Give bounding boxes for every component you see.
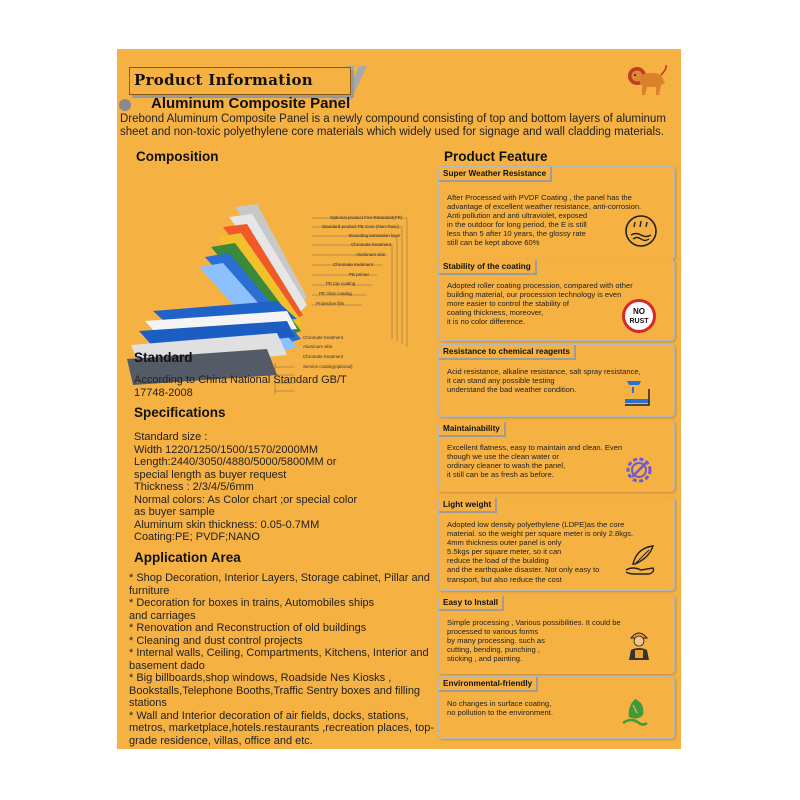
svg-text:RUST: RUST	[629, 318, 649, 325]
eco-recycle-icon	[617, 695, 653, 731]
gear-wrench-icon	[621, 452, 657, 488]
layer-label: Service coating(optional)	[303, 364, 353, 369]
feature-card-title: Easy to Install	[439, 596, 504, 611]
specifications-heading: Specifications	[134, 405, 226, 420]
application-heading: Application Area	[134, 550, 241, 565]
feature-card-maintainability	[438, 421, 675, 492]
feature-card-text: Adopted roller coating procession, compared with other building material, our procession technology is even more easier to control the stability of coating thickness, moreover, it is no color difference.	[447, 281, 633, 327]
feature-card-eco	[438, 676, 675, 739]
layer-label: Chromate treatment	[303, 354, 344, 359]
svg-text:NO: NO	[633, 307, 645, 316]
feature-card-coating	[438, 259, 675, 341]
weather-resistance-icon	[623, 213, 659, 249]
bullet-dot	[119, 99, 131, 111]
title-banner	[129, 67, 351, 95]
product-subtitle: Aluminum Composite Panel	[151, 95, 351, 112]
layer-label: Aluminum skin	[356, 252, 386, 257]
feature-card-text: Excellent flatness, easy to maintain and clean. Even though we use the clean water or ordinary cleaner to wash the panel, it still can be as fresh as before.	[447, 443, 623, 480]
layer-label: PE top coating	[326, 281, 356, 286]
application-text: * Shop Decoration, Interior Layers, Storage cabinet, Pillar and furniture * Decoration for boxes in trains, Automobiles ships and carriages * Renovation and Reconstruction of old buildings * Cleaning and dust control projects * Internal walls, Ceiling, Compartments, Kitchens, Interior and basement dado * Big billboards,shop windows, Roadside Nes Kiosks , Bookstalls,Telephone Booths,Traffic Sentry boxes and filling stations * Wall and Interior decoration of air fields, docks, stations, metros, marketplace,hotels.restaurants ,recreation places, top- grade residence, villas, office and etc.	[129, 572, 435, 747]
page-title: Product Information	[134, 71, 313, 89]
feature-card-text: No changes in surface coating, no pollution to the environment.	[447, 699, 553, 718]
feature-card-title: Maintainability	[439, 422, 506, 437]
product-feature-heading: Product Feature	[444, 149, 548, 164]
standard-heading: Standard	[134, 350, 193, 365]
composition-heading: Composition	[136, 149, 219, 164]
no-rust-icon	[621, 298, 657, 334]
layer-label: Optional product Fire-Retardant(FR)	[330, 215, 403, 220]
standard-text: According to China National Standard GB/T 17748-2008	[134, 374, 347, 399]
layer-label: PE primer	[349, 272, 370, 277]
feature-card-install	[438, 595, 675, 674]
feature-card-light-weight	[438, 497, 675, 591]
feature-card-title: Stability of the coating	[439, 260, 537, 275]
product-sheet	[117, 49, 681, 749]
intro-paragraph: Drebond Aluminum Composite Panel is a newly compound consisting of top and bottom layers of aluminum sheet and non-toxic polyethylene core materials which widely used for signage and wall cladding materials.	[120, 113, 666, 138]
feature-card-title: Light weight	[439, 498, 497, 513]
feature-card-title: Resistance to chemical reagents	[439, 345, 576, 360]
worker-icon	[621, 626, 657, 662]
layer-label: Bounding lamination layer	[349, 233, 401, 238]
layer-label: Protective film	[316, 301, 345, 306]
lion-logo-icon	[623, 61, 669, 101]
feature-card-text: Adopted low density polyethylene (LDPE)as the core material. so the weight per square meter is only 2.8kgs. 4mm thickness outer panel is only 5.5kgs per square meter, so it can reduce the load of the building and the earthquake disaster. Not only easy to transport, but also reduce the cost	[447, 520, 634, 584]
feature-card-text: Simple processing , Various possibilities. It could be processed to various forms by many processing. such as cutting, bending, punching , sticking , and painting.	[447, 618, 621, 664]
feature-card-weather	[438, 166, 675, 260]
feather-hand-icon	[623, 542, 659, 578]
feature-card-title: Super Weather Resistance	[439, 167, 552, 182]
layer-label: Chromate treatment	[303, 335, 344, 340]
layer-label: Chromate treatment	[333, 262, 374, 267]
layer-label: Chromate treatment	[351, 242, 392, 247]
feature-card-text: After Processed with PVDF Coating , the panel has the advantage of excellent weather resistance, anti-corrosion. Anti pollution and anti ultraviolet, exposed in the outdoor for long period, the E is still less than 5 after 10 years, the glossy rate still can be kept above 60%	[447, 193, 642, 248]
feature-card-text: Acid resistance, alkaline resistance, salt spray resistance, it can stand any possible testing understand the bad weather condition.	[447, 367, 641, 395]
specifications-text: Standard size : Width 1220/1250/1500/1570/2000MM Length:2440/3050/4880/5000/5800MM or special length as buyer request Thickness : 2/3/4/5/6mm Normal colors: As Color chart ;or special color as buyer sample Aluminum skin thickness: 0.05-0.7MM Coating:PE; PVDF;NANO	[134, 431, 358, 543]
chemical-resistance-icon	[619, 375, 655, 411]
feature-card-title: Environmental-friendly	[439, 677, 538, 692]
layer-label: PE clear coating	[319, 291, 352, 296]
layer-label: Aluminum skin	[303, 344, 333, 349]
feature-card-chemical	[438, 344, 675, 417]
layer-label: Standard product PE Core (Non-Toxic)	[322, 224, 400, 229]
